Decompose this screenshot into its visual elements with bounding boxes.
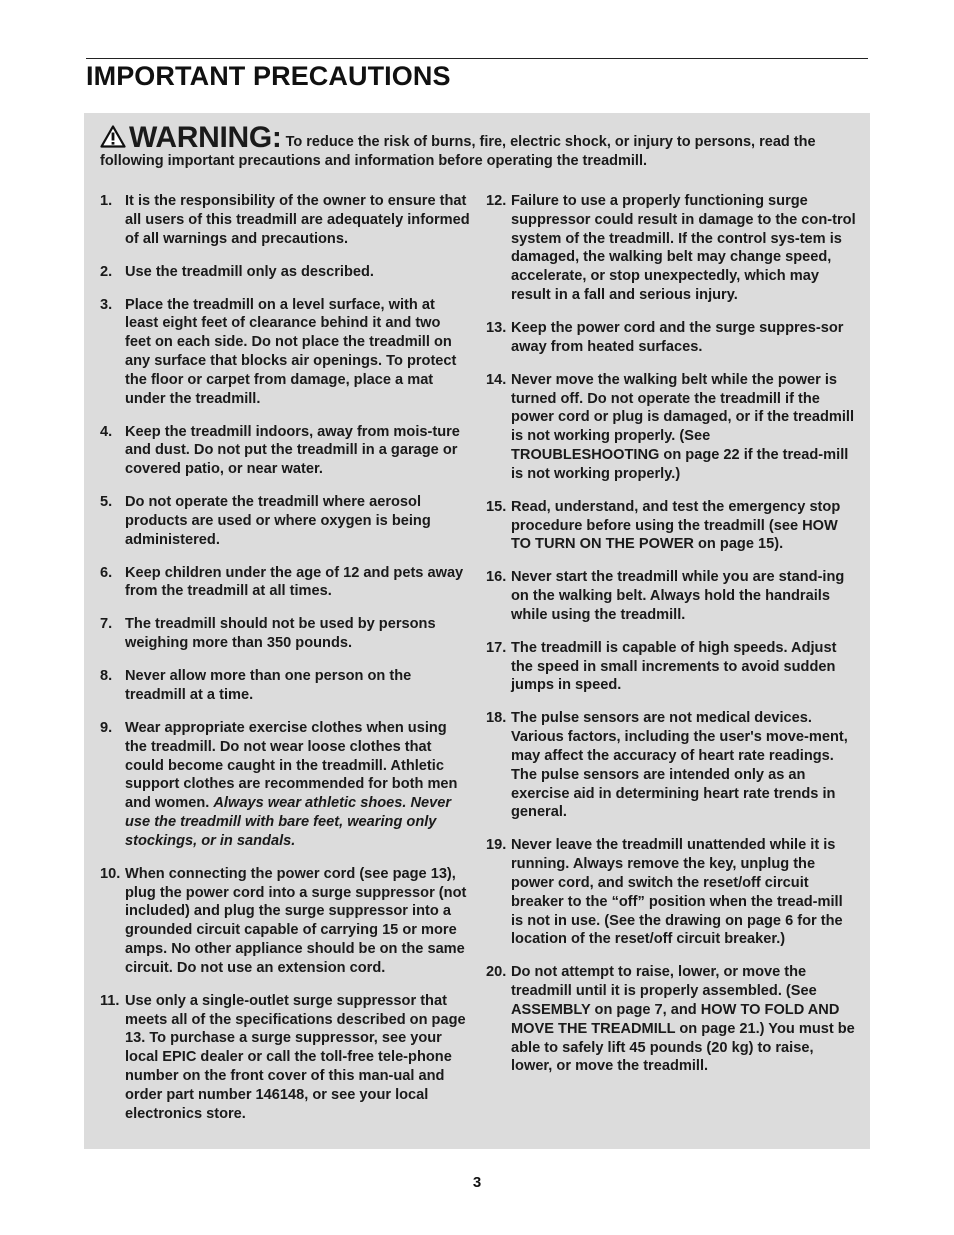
item-text: Never start the treadmill while you are stand-ing on the walking belt. Always hold the handrails while using the treadmill.: [511, 569, 845, 623]
item-number: 10.: [100, 865, 121, 882]
top-rule: [86, 58, 868, 59]
item-number: 13.: [486, 319, 507, 336]
precaution-item: [486, 192, 858, 305]
item-text: Keep the treadmill indoors, away from mois-ture and dust. Do not put the treadmill in a garage or covered patio, or near water.: [125, 423, 460, 478]
item-number: 16.: [486, 569, 507, 586]
item-number: 2.: [100, 263, 113, 280]
item-number: 7.: [100, 616, 113, 633]
item-text: The treadmill should not be used by persons weighing more than 350 pounds.: [125, 616, 436, 652]
item-number: 18.: [486, 710, 507, 727]
item-text: The pulse sensors are not medical devices. Various factors, including the user's move-ment, may affect the accuracy of heart rate readings. The pulse sensors are intended only as an exercise aid in determining heart rate trends in general.: [511, 710, 848, 821]
precaution-item: [100, 719, 470, 851]
item-number: 17.: [486, 639, 507, 656]
item-text: Place the treadmill on a level surface, with at least eight feet of clearance behind it and two feet on each side. Do not place the treadmill on any surface that blocks air openings. To protect the floor or carpet from damage, place a mat under the treadmill.: [125, 296, 457, 407]
item-text: Failure to use a properly functioning surge suppressor could result in damage to the con-trol system of the treadmill. If the control sys-tem is damaged, the walking belt may change speed, accelerate, or stop unexpectedly, which may result in a fall and serious injury.: [511, 193, 856, 303]
item-text: Do not attempt to raise, lower, or move the treadmill until it is properly assembled. (See ASSEMBLY on page 7, and HOW TO FOLD AND MOVE THE TREADMILL on page 21.) You must be able to safely lift 45 pounds (20 kg) to raise, lower, or move the treadmill.: [511, 964, 855, 1075]
item-text: Read, understand, and test the emergency stop procedure before using the treadmill (see HOW TO TURN ON THE POWER on page 15).: [511, 498, 841, 553]
item-text: Keep the power cord and the surge suppres-sor away from heated surfaces.: [511, 319, 844, 355]
precaution-item: [486, 498, 858, 554]
item-number: 8.: [100, 668, 113, 685]
warning-text: To reduce the risk of burns, fire, electric shock, or injury to persons, read the following important precautions and information before operating the treadmill.: [100, 134, 816, 169]
item-number: 4.: [100, 423, 113, 440]
precaution-item: [100, 493, 470, 549]
item-text: Never leave the treadmill unattended while it is running. Always remove the key, unplug the power cord, and switch the reset/off circuit breaker to the “off” position when the tread-mill is not in use. (See the drawing on page 6 for the location of the reset/off circuit breaker.): [511, 837, 843, 948]
item-number: 6.: [100, 564, 113, 581]
precautions-right-column: [486, 192, 858, 1090]
page-number: 3: [472, 1174, 482, 1191]
item-number: 19.: [486, 837, 507, 854]
item-text: The treadmill is capable of high speeds. Adjust the speed in small increments to avoid sudden jumps in speed.: [511, 639, 837, 694]
precaution-item: [100, 564, 470, 602]
item-number: 12.: [486, 193, 507, 209]
item-text: When connecting the power cord (see page 13), plug the power cord into a surge suppressor (not included) and plug the surge suppressor into a grounded circuit capable of carrying 15 or more amps. No other appliance should be on the same circuit. Do not use an extension cord.: [125, 865, 467, 976]
item-number: 9.: [100, 720, 113, 737]
item-text: Never move the walking belt while the power is turned off. Do not operate the treadmill if the power cord or plug is damaged, or if the treadmill is not working properly. (See TROUBLESHOOTING on page 22 if the tread-mill is not working properly.): [511, 371, 855, 482]
item-number: 20.: [486, 964, 507, 981]
precaution-item: [100, 667, 470, 705]
item-text: Never allow more than one person on the treadmill at a time.: [125, 668, 412, 704]
precaution-item: [486, 568, 858, 624]
item-text: Do not operate the treadmill where aerosol products are used or where oxygen is being administered.: [125, 494, 431, 548]
precaution-item: [100, 423, 470, 479]
precaution-item: [100, 263, 470, 282]
item-text: Use only a single-outlet surge suppressor that meets all of the specifications described on page 13. To purchase a surge suppressor, see your local EPIC dealer or call the toll-free tele-phone number on the front cover of this man-ual and order part number 146148, or see your local electronics store.: [125, 992, 466, 1122]
precaution-item: [100, 865, 470, 978]
item-text: Use the treadmill only as described.: [125, 263, 374, 280]
precaution-item: [100, 296, 470, 409]
page-title: IMPORTANT PRECAUTIONS: [86, 61, 451, 91]
precaution-item: [486, 709, 858, 822]
precaution-item: [100, 992, 470, 1124]
item-text: Keep children under the age of 12 and pets away from the treadmill at all times.: [125, 564, 464, 600]
warning-label: WARNING:: [129, 121, 282, 154]
precaution-item: [486, 639, 858, 695]
item-text: Wear appropriate exercise clothes when using the treadmill. Do not wear loose clothes that could become caught in the treadmill. Athletic support clothes are recommended for both men and women.: [125, 720, 458, 812]
item-number: 3.: [100, 296, 113, 313]
precaution-item: [486, 371, 858, 484]
item-text: It is the responsibility of the owner to ensure that all users of this treadmill are adequately informed of all warnings and precautions.: [125, 193, 470, 247]
precaution-item: [100, 192, 470, 248]
item-number: 1.: [100, 193, 113, 209]
precautions-panel: [84, 113, 870, 1149]
item-number: 5.: [100, 494, 113, 511]
warning-header: [100, 121, 858, 171]
precautions-left-column: [100, 192, 470, 1138]
precaution-item: [486, 836, 858, 949]
precaution-item: [486, 319, 858, 357]
item-emphasis: Always wear athletic shoes. Never use the treadmill with bare feet, wearing only stockings, or in sandals.: [125, 795, 452, 849]
item-number: 14.: [486, 371, 507, 388]
item-number: 11.: [100, 992, 120, 1009]
item-number: 15.: [486, 498, 507, 515]
precaution-item: [100, 615, 470, 653]
precaution-item: [486, 963, 858, 1076]
warning-triangle-icon: [100, 125, 126, 148]
